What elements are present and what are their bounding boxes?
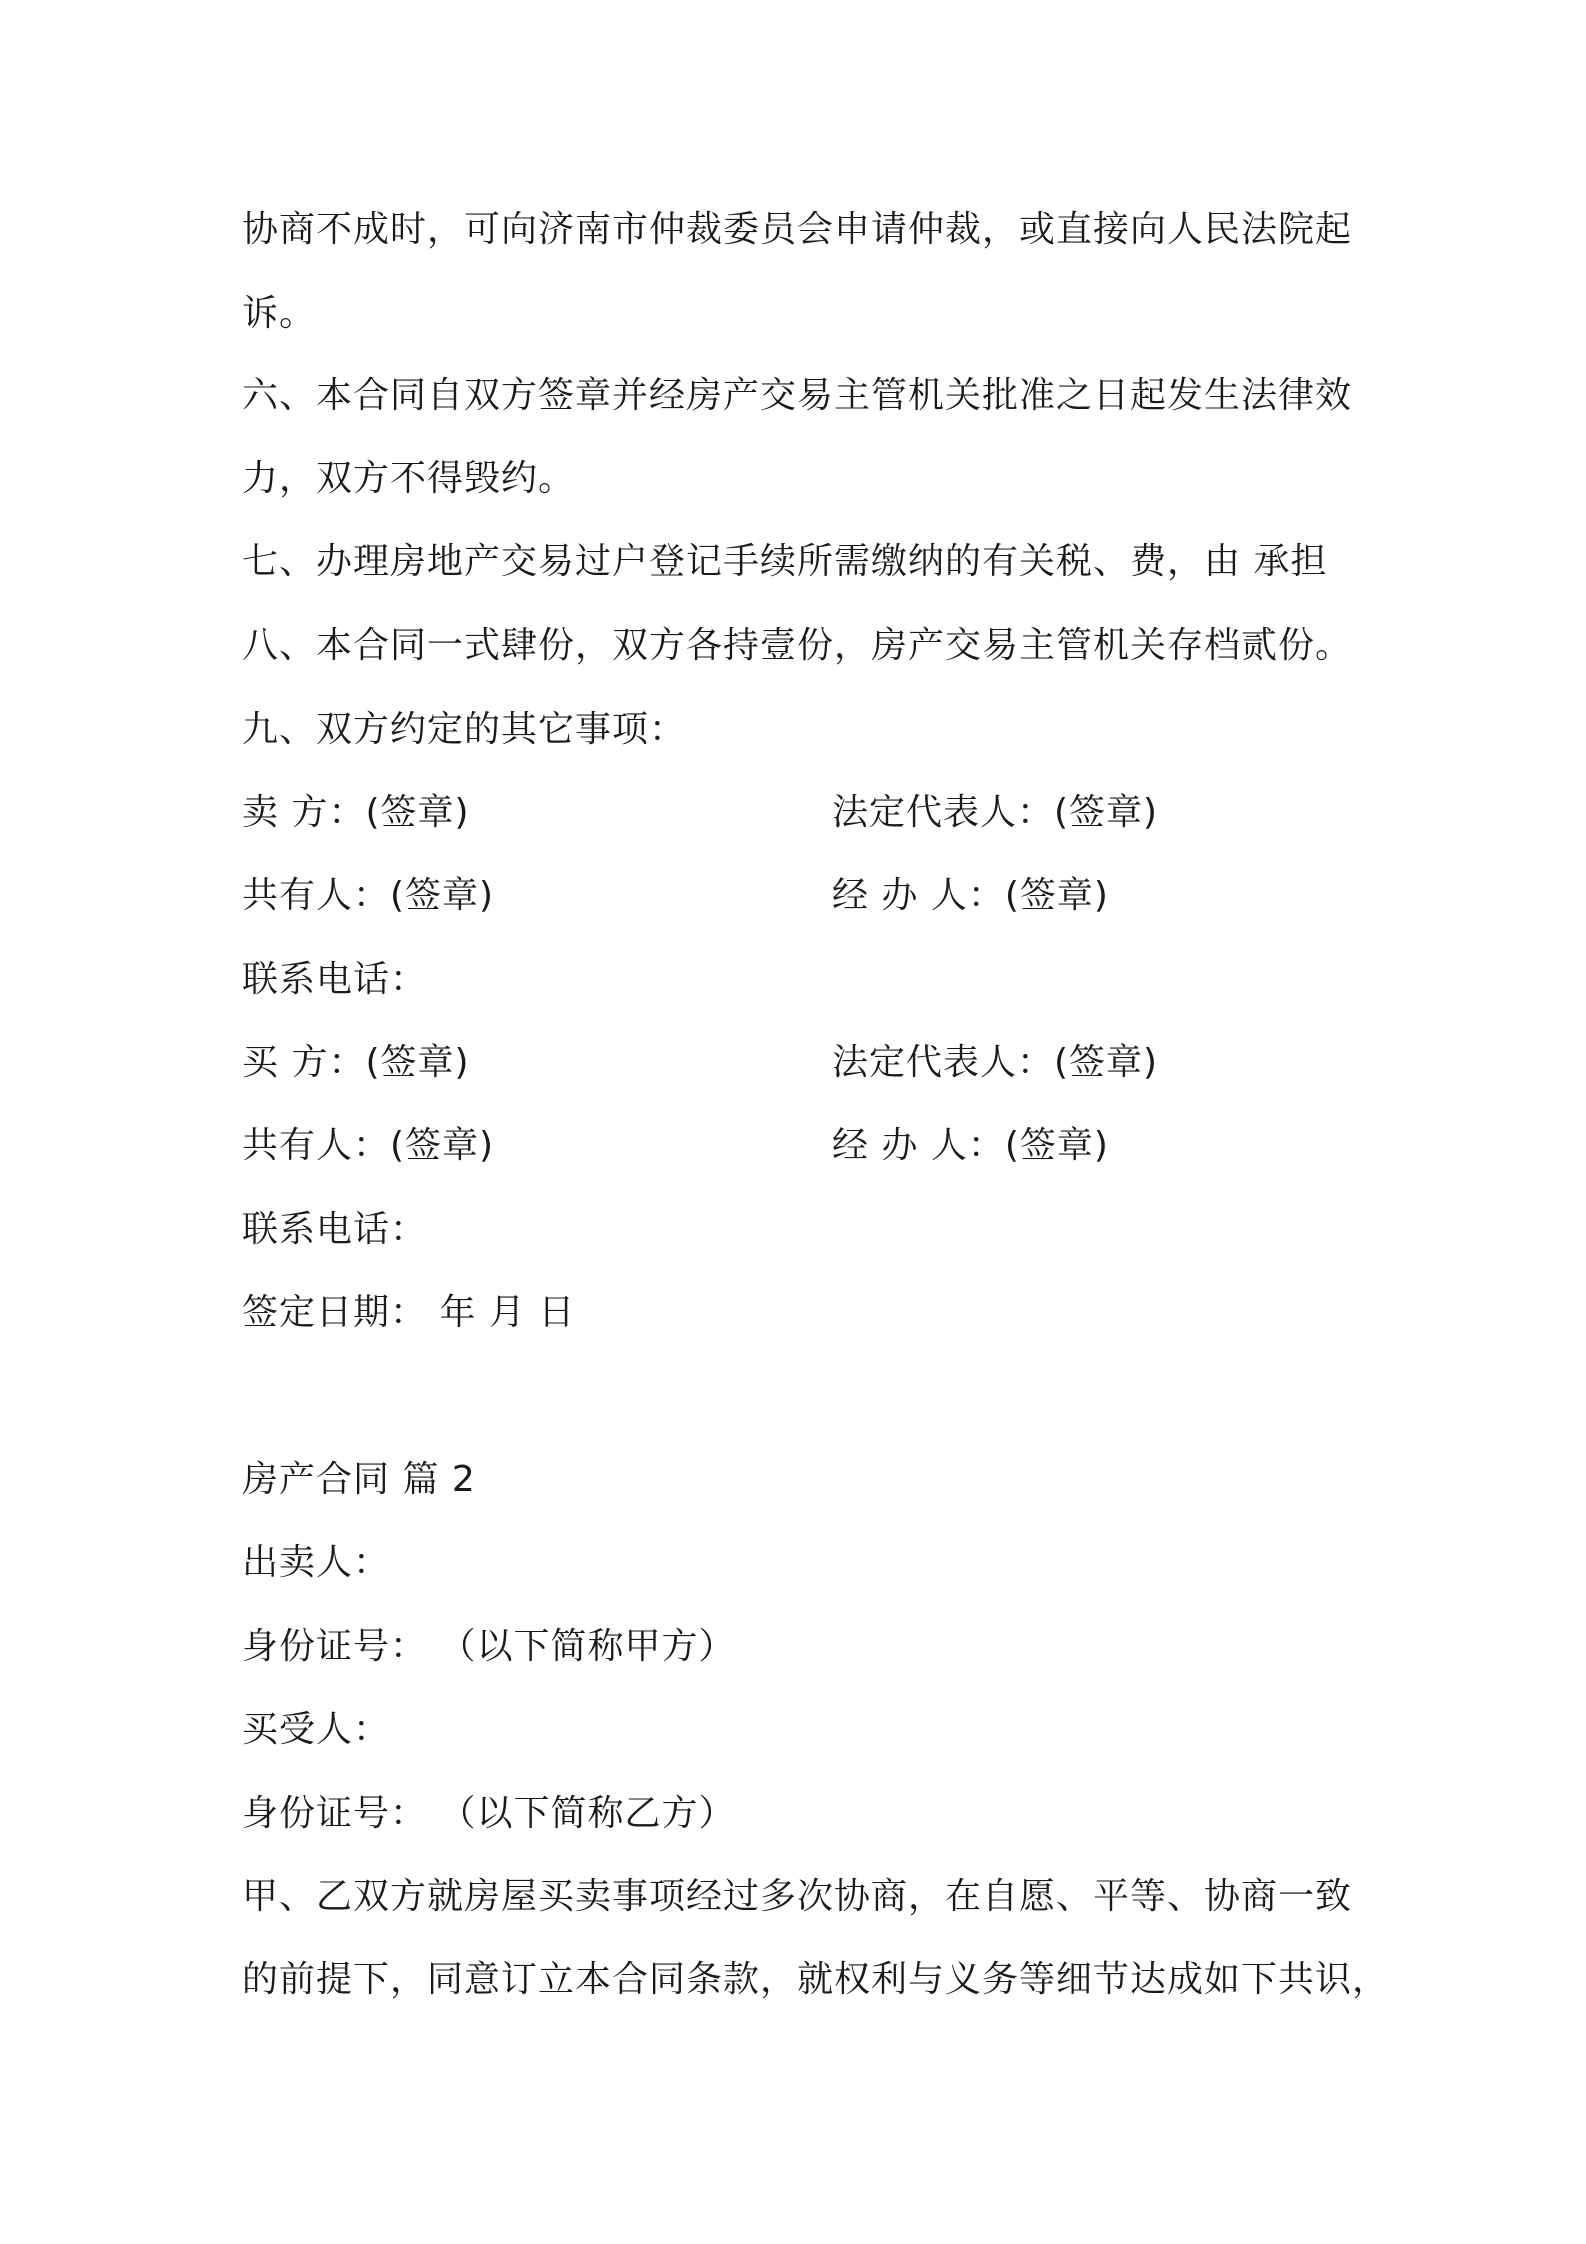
buyer-name-label: 买受人： xyxy=(242,1709,391,1750)
seller-agent-label: 经 办 人：(签章) xyxy=(832,875,1109,916)
seller-party-label: 卖 方：(签章) xyxy=(242,792,470,833)
buyer-agent-label: 经 办 人：(签章) xyxy=(832,1125,1109,1166)
buyer-legal-rep-label: 法定代表人：(签章) xyxy=(832,1042,1159,1083)
seller-co-owner-label: 共有人：(签章) xyxy=(242,875,495,916)
clause-7: 七、办理房地产交易过户登记手续所需缴纳的有关税、费，由 承担 xyxy=(242,541,1328,582)
buyer-phone-label: 联系电话： xyxy=(242,1209,428,1250)
text-line: 协商不成时，可向济南市仲裁委员会申请仲裁，或直接向人民法院起 xyxy=(242,209,1353,250)
buyer-party-label: 买 方：(签章) xyxy=(242,1042,470,1083)
buyer-signature-row xyxy=(242,1041,1159,1085)
seller-signature-row xyxy=(242,791,1159,835)
text-line: 诉。 xyxy=(242,293,317,334)
section-heading: 房产合同 篇 2 xyxy=(242,1459,476,1500)
clause-6: 六、本合同自双方签章并经房产交易主管机关批准之日起发生法律效 xyxy=(242,375,1353,416)
seller-phone-label: 联系电话： xyxy=(242,959,428,1000)
buyer-id-label: 身份证号： （以下简称乙方） xyxy=(242,1793,736,1834)
buyer-co-owner-row xyxy=(242,1124,1109,1168)
seller-id-label: 身份证号： （以下简称甲方） xyxy=(242,1626,736,1667)
seller-co-owner-row xyxy=(242,874,1109,918)
text-line: 力，双方不得毁约。 xyxy=(242,458,576,499)
clause-8: 八、本合同一式肆份，双方各持壹份，房产交易主管机关存档贰份。 xyxy=(242,625,1353,666)
clause-9: 九、双方约定的其它事项： xyxy=(242,709,687,750)
paragraph-line: 甲、乙双方就房屋买卖事项经过多次协商，在自愿、平等、协商一致 xyxy=(242,1876,1353,1917)
paragraph-line: 的前提下，同意订立本合同条款，就权利与义务等细节达成如下共识， xyxy=(242,1959,1390,2000)
seller-legal-rep-label: 法定代表人：(签章) xyxy=(832,792,1159,833)
seller-name-label: 出卖人： xyxy=(242,1542,391,1583)
buyer-co-owner-label: 共有人：(签章) xyxy=(242,1125,495,1166)
sign-date: 签定日期： 年 月 日 xyxy=(242,1292,576,1333)
